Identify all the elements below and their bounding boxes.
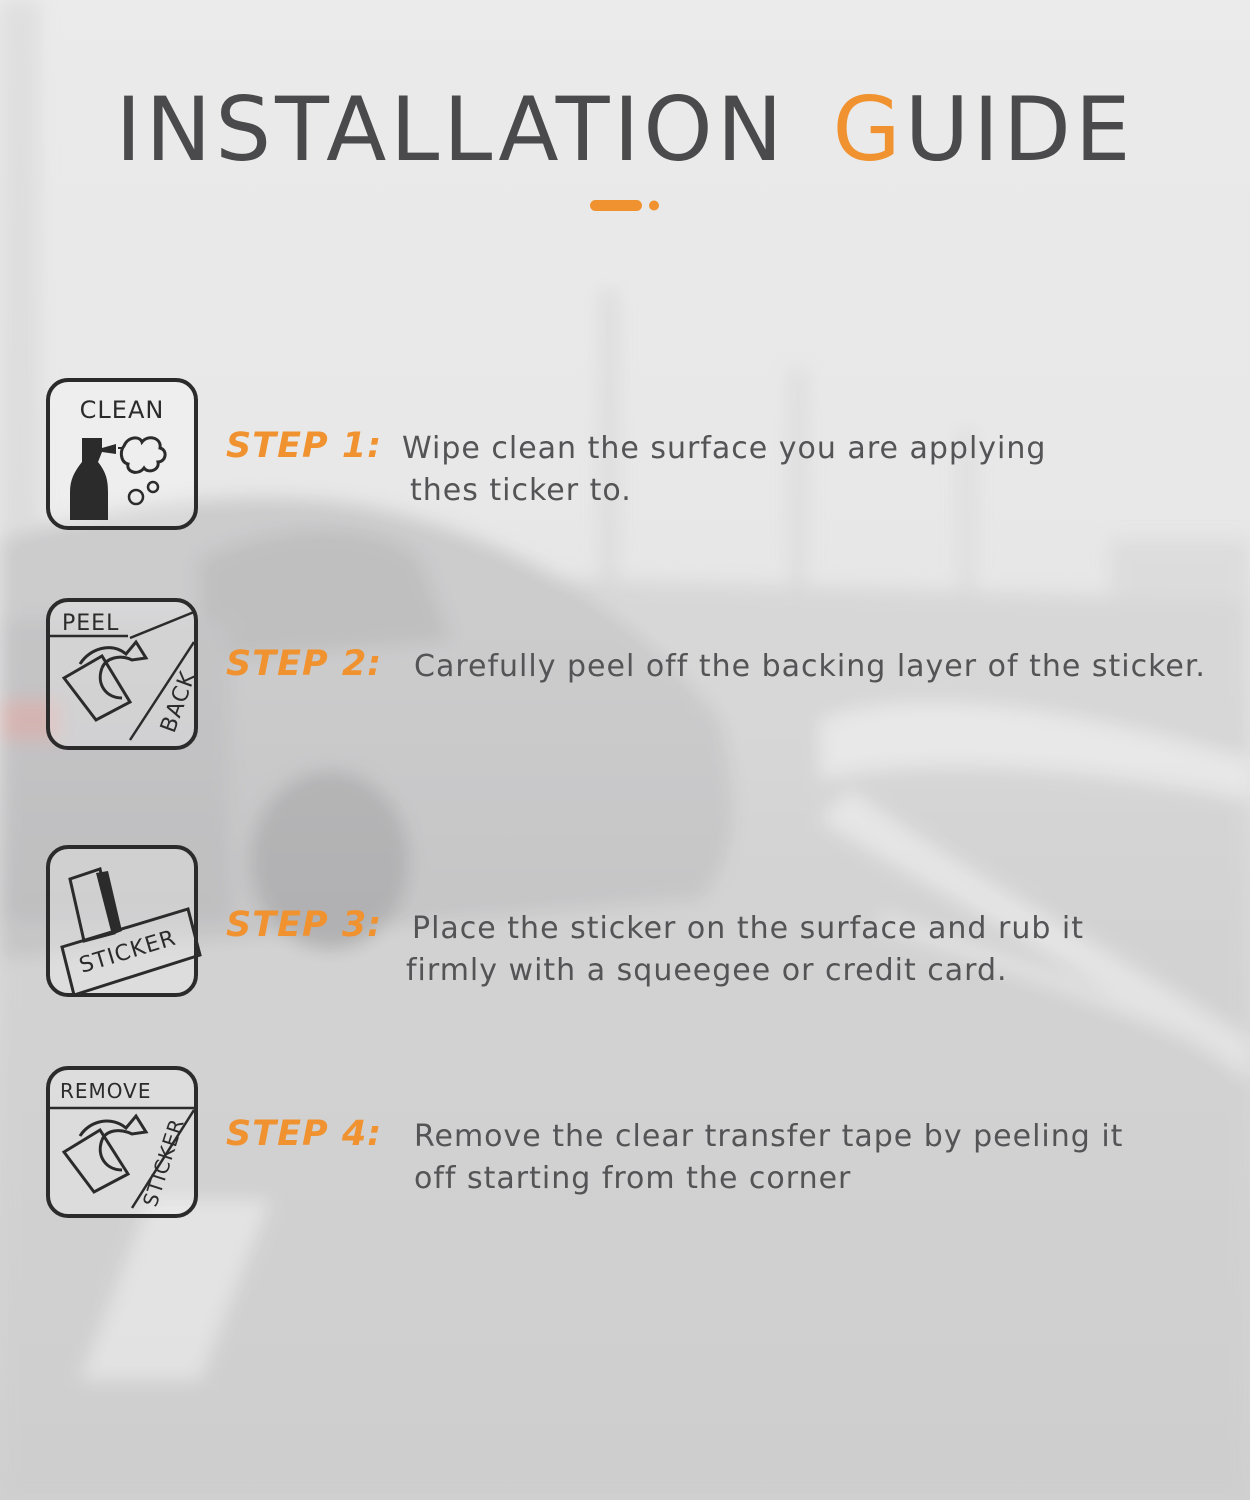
step-3-line-1: Place the sticker on the surface and rub it (412, 911, 1085, 946)
icon-label-clean: CLEAN (79, 396, 165, 424)
step-4-line-2: off starting from the corner (414, 1161, 852, 1196)
title-accent-letter: G (832, 78, 905, 181)
peel-back-icon (46, 598, 202, 750)
step-2-label: STEP 2: (226, 644, 383, 684)
step-2-text (414, 646, 1206, 688)
step-2-line-1: Carefully peel off the backing layer of the sticker. (414, 649, 1206, 684)
step-4-label: STEP 4: (226, 1114, 383, 1154)
title-divider (590, 198, 670, 214)
squeegee-sticker-icon (46, 845, 198, 997)
page-title (0, 78, 1250, 181)
step-1-label: STEP 1: (226, 426, 383, 466)
clean-spray-icon (46, 378, 198, 530)
step-3-text (406, 908, 1085, 992)
icon-label-peel: PEEL (62, 611, 120, 636)
title-word-installation: INSTALLATION (115, 78, 787, 181)
step-1-text (402, 428, 1046, 512)
step-4-text (414, 1116, 1123, 1200)
step-1-line-2: thes ticker to. (410, 473, 632, 508)
remove-sticker-icon (46, 1066, 198, 1218)
icon-label-sticker-2: STICKER (137, 1115, 190, 1210)
icon-label-sticker: STICKER (76, 925, 180, 979)
step-3-label: STEP 3: (226, 905, 383, 945)
title-word-uide: UIDE (904, 78, 1135, 181)
icon-label-back: BACK (156, 667, 202, 737)
icon-label-remove: REMOVE (60, 1079, 152, 1103)
step-1-line-1: Wipe clean the surface you are applying (402, 431, 1047, 466)
step-3-line-2: firmly with a squeegee or credit card. (406, 953, 1008, 988)
step-4-line-1: Remove the clear transfer tape by peeling it (414, 1119, 1124, 1154)
